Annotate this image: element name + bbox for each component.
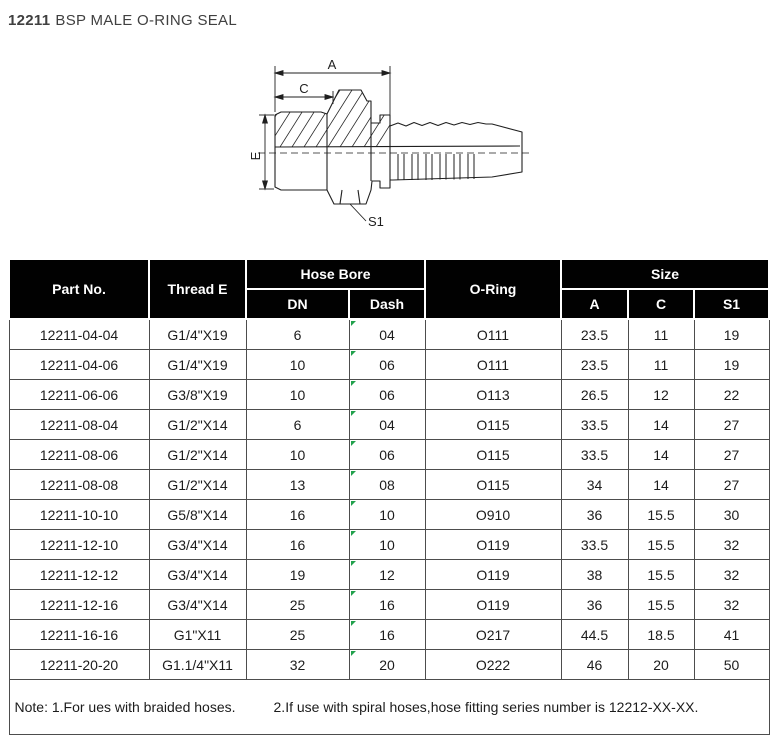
dn-cell: 13 [246,470,349,500]
fitting-diagram [230,52,560,252]
dimension-lines [259,66,390,221]
dn-cell: 16 [246,500,349,530]
col-header-dash: Dash [349,289,425,319]
dash-cell: 16 [349,620,425,650]
dash-cell: 16 [349,590,425,620]
size-s1-cell: 32 [694,560,769,590]
o-ring-cell: O119 [425,530,561,560]
part-no-cell: 12211-04-04 [9,319,149,350]
size-c-cell: 14 [628,470,694,500]
size-a-cell: 38 [561,560,628,590]
col-header-part-no: Part No. [9,259,149,319]
size-a-cell: 36 [561,590,628,620]
dash-cell: 04 [349,410,425,440]
part-no-cell: 12211-12-10 [9,530,149,560]
size-c-cell: 15.5 [628,560,694,590]
size-c-cell: 11 [628,319,694,350]
part-no-cell: 12211-08-04 [9,410,149,440]
size-s1-cell: 22 [694,380,769,410]
dn-cell: 32 [246,650,349,680]
note-text-1: Note: 1.For ues with braided hoses. [14,699,236,715]
dn-cell: 16 [246,530,349,560]
part-no-cell: 12211-08-06 [9,440,149,470]
page-title [8,12,237,29]
table-row [9,410,769,440]
part-no-cell: 12211-04-06 [9,350,149,380]
o-ring-cell: O113 [425,380,561,410]
size-a-cell: 33.5 [561,410,628,440]
dash-cell: 10 [349,500,425,530]
dash-cell: 08 [349,470,425,500]
table-row [9,650,769,680]
col-header-size: Size [561,259,769,289]
size-a-cell: 23.5 [561,350,628,380]
col-header-size-a: A [561,289,628,319]
dim-label-c: C [299,81,309,96]
o-ring-cell: O115 [425,440,561,470]
dash-cell: 12 [349,560,425,590]
size-c-cell: 15.5 [628,590,694,620]
col-header-o-ring: O-Ring [425,259,561,319]
size-a-cell: 26.5 [561,380,628,410]
thread-e-cell: G3/4"X14 [149,530,246,560]
o-ring-cell: O217 [425,620,561,650]
table-row [9,530,769,560]
dn-cell: 25 [246,620,349,650]
table-row [9,560,769,590]
size-a-cell: 33.5 [561,440,628,470]
o-ring-cell: O115 [425,470,561,500]
dash-cell: 04 [349,319,425,350]
o-ring-cell: O910 [425,500,561,530]
dn-cell: 10 [246,380,349,410]
size-a-cell: 44.5 [561,620,628,650]
size-s1-cell: 32 [694,590,769,620]
fitting-outline [275,90,522,204]
dim-label-a: A [327,57,337,72]
dash-cell: 20 [349,650,425,680]
dash-cell: 10 [349,530,425,560]
part-no-cell: 12211-16-16 [9,620,149,650]
size-s1-cell: 50 [694,650,769,680]
spec-table-body [9,319,769,680]
table-row [9,440,769,470]
thread-e-cell: G1/2"X14 [149,410,246,440]
part-no-cell: 12211-10-10 [9,500,149,530]
size-s1-cell: 27 [694,470,769,500]
size-s1-cell: 41 [694,620,769,650]
size-s1-cell: 27 [694,410,769,440]
dim-label-e: E [248,151,263,161]
thread-e-cell: G1/4"X19 [149,350,246,380]
size-a-cell: 36 [561,500,628,530]
dn-cell: 6 [246,319,349,350]
thread-e-cell: G3/4"X14 [149,560,246,590]
note-row [9,680,769,735]
col-header-hose-bore: Hose Bore [246,259,425,289]
o-ring-cell: O111 [425,319,561,350]
series-code: 12211 [8,12,51,29]
o-ring-cell: O119 [425,590,561,620]
part-no-cell: 12211-08-08 [9,470,149,500]
note-cell [9,680,769,735]
size-c-cell: 11 [628,350,694,380]
spec-table [8,258,770,735]
o-ring-cell: O119 [425,560,561,590]
table-row [9,319,769,350]
part-no-cell: 12211-20-20 [9,650,149,680]
thread-e-cell: G1/2"X14 [149,440,246,470]
thread-e-cell: G5/8"X14 [149,500,246,530]
part-no-cell: 12211-12-16 [9,590,149,620]
dash-cell: 06 [349,350,425,380]
size-a-cell: 34 [561,470,628,500]
thread-e-cell: G1.1/4"X11 [149,650,246,680]
size-s1-cell: 19 [694,319,769,350]
dash-cell: 06 [349,380,425,410]
thread-e-cell: G1/2"X14 [149,470,246,500]
hose-tail-ribs [398,154,474,180]
part-no-cell: 12211-06-06 [9,380,149,410]
size-c-cell: 15.5 [628,500,694,530]
col-header-size-c: C [628,289,694,319]
col-header-size-s1: S1 [694,289,769,319]
size-c-cell: 14 [628,410,694,440]
size-s1-cell: 19 [694,350,769,380]
table-row [9,590,769,620]
o-ring-cell: O111 [425,350,561,380]
dn-cell: 10 [246,440,349,470]
spec-table-header [9,259,769,319]
thread-e-cell: G1"X11 [149,620,246,650]
size-c-cell: 14 [628,440,694,470]
col-header-thread-e: Thread E [149,259,246,319]
size-s1-cell: 27 [694,440,769,470]
size-c-cell: 15.5 [628,530,694,560]
thread-e-cell: G1/4"X19 [149,319,246,350]
table-row [9,620,769,650]
table-row [9,500,769,530]
size-s1-cell: 32 [694,530,769,560]
dn-cell: 25 [246,590,349,620]
o-ring-cell: O115 [425,410,561,440]
size-c-cell: 12 [628,380,694,410]
table-row [9,350,769,380]
thread-e-cell: G3/4"X14 [149,590,246,620]
size-a-cell: 23.5 [561,319,628,350]
table-row [9,470,769,500]
o-ring-cell: O222 [425,650,561,680]
size-s1-cell: 30 [694,500,769,530]
dn-cell: 10 [246,350,349,380]
table-row [9,380,769,410]
col-header-dn: DN [246,289,349,319]
size-a-cell: 33.5 [561,530,628,560]
size-a-cell: 46 [561,650,628,680]
thread-e-cell: G3/8"X19 [149,380,246,410]
part-no-cell: 12211-12-12 [9,560,149,590]
size-c-cell: 20 [628,650,694,680]
series-name: BSP MALE O-RING SEAL [55,12,238,29]
note-text-2: 2.If use with spiral hoses,hose fitting series number is 12212-XX-XX. [273,699,699,715]
fitting-drawing-svg [230,52,560,252]
dn-cell: 6 [246,410,349,440]
dim-label-s1: S1 [368,214,384,229]
dash-cell: 06 [349,440,425,470]
dn-cell: 19 [246,560,349,590]
size-c-cell: 18.5 [628,620,694,650]
